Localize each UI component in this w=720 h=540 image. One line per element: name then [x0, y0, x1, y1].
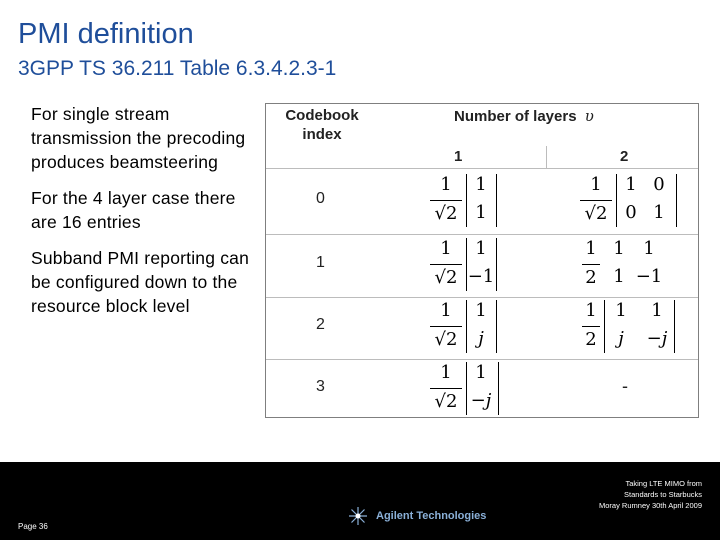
- coef-denominator: 2: [585, 329, 597, 350]
- header-layer-2: 2: [620, 148, 629, 165]
- matrix-cell: 1: [613, 238, 625, 259]
- coef-numerator: 1: [440, 300, 452, 321]
- bullet-list: [31, 102, 256, 330]
- bullet-item: For the 4 layer case there are 16 entries: [31, 188, 236, 232]
- matrix-cell: 1: [613, 266, 625, 287]
- codebook-index: 0: [316, 190, 325, 207]
- header-layers-symbol: υ: [584, 107, 594, 125]
- codebook-table: [265, 103, 699, 418]
- coef-numerator: 1: [585, 238, 597, 259]
- matrix-cell: 1: [475, 202, 487, 223]
- header-codebook-index: Codebook index: [285, 107, 359, 143]
- coef-numerator: 1: [440, 174, 452, 195]
- codebook-index: 1: [316, 254, 325, 271]
- caption-line: Moray Rumney 30th April 2009: [599, 501, 702, 510]
- page-number: Page 36: [18, 522, 48, 531]
- matrix-cell: 1: [475, 174, 487, 195]
- header-layers-label: Number of layers: [454, 108, 577, 125]
- matrix-cell: 1: [475, 238, 487, 259]
- header-layer-1: 1: [454, 148, 463, 165]
- coef-numerator: 1: [590, 174, 602, 195]
- agilent-spark-icon: [348, 506, 368, 526]
- matrix-cell: 1: [615, 300, 627, 321]
- header-number-of-layers: [454, 107, 614, 125]
- caption-line: Taking LTE MIMO from: [625, 479, 702, 488]
- bullet-item: Subband PMI reporting can be configured down to the resource block level: [31, 248, 250, 316]
- caption-line: Standards to Starbucks: [624, 490, 702, 499]
- matrix-cell: j: [478, 328, 484, 349]
- grid-line: [266, 359, 698, 360]
- matrix-cell: 1: [475, 362, 487, 383]
- footer-caption: [572, 478, 702, 511]
- codebook-index: 3: [316, 378, 325, 395]
- slide-title: PMI definition: [18, 18, 194, 50]
- matrix-cell: 0: [653, 174, 665, 195]
- matrix-cell: −1: [467, 266, 495, 287]
- grid-line: [266, 234, 698, 235]
- codebook-index: 2: [316, 316, 325, 333]
- matrix-cell: −j: [646, 328, 668, 349]
- bullet-item: For single stream transmission the precoding produces beamsteering: [31, 104, 246, 172]
- matrix-cell: 1: [475, 300, 487, 321]
- slide-subtitle: 3GPP TS 36.211 Table 6.3.4.2.3-1: [18, 57, 337, 80]
- matrix-cell: 1: [651, 300, 663, 321]
- coef-numerator: 1: [585, 300, 597, 321]
- matrix-cell: 1: [653, 202, 665, 223]
- matrix-cell: j: [618, 328, 624, 349]
- matrix-cell: 1: [625, 174, 637, 195]
- coef-denominator: √2: [584, 203, 608, 224]
- coef-denominator: 2: [585, 267, 597, 288]
- matrix-cell: −1: [635, 266, 663, 287]
- grid-line: [266, 168, 698, 169]
- coef-numerator: 1: [440, 362, 452, 383]
- brand-name: Agilent Technologies: [376, 510, 487, 522]
- grid-line: [546, 146, 547, 168]
- matrix-cell: 0: [625, 202, 637, 223]
- not-applicable-dash: -: [622, 376, 628, 396]
- brand-logo: [348, 506, 486, 526]
- coef-denominator: √2: [434, 329, 458, 350]
- matrix-cell: −j: [470, 390, 492, 411]
- slide-footer: [0, 462, 720, 540]
- coef-denominator: √2: [434, 203, 458, 224]
- coef-denominator: √2: [434, 267, 458, 288]
- matrix-cell: 1: [643, 238, 655, 259]
- coef-numerator: 1: [440, 238, 452, 259]
- grid-line: [266, 297, 698, 298]
- coef-denominator: √2: [434, 391, 458, 412]
